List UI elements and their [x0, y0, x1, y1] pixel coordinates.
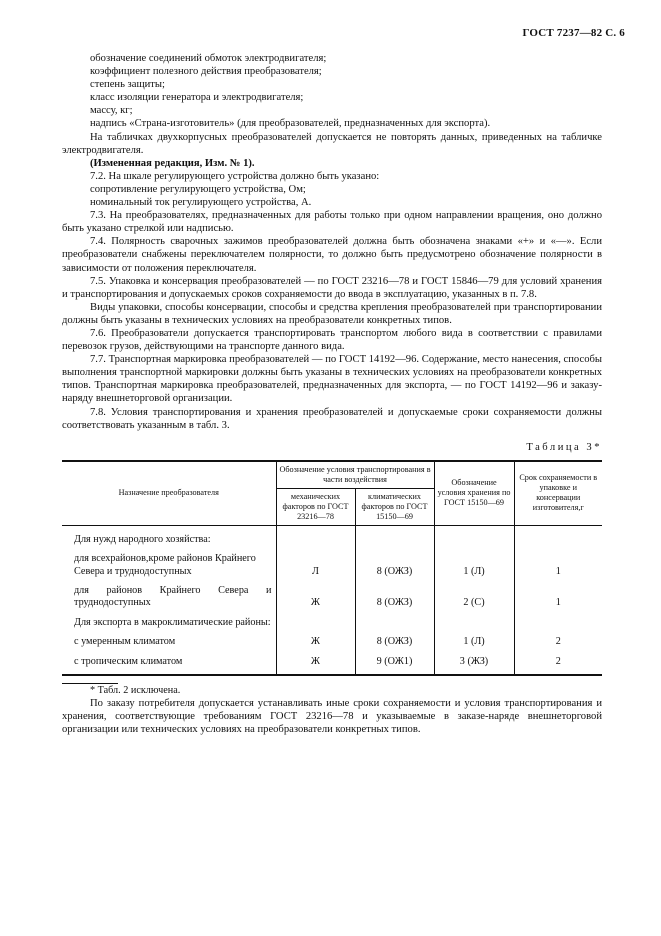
- section-domestic: Для нужд народного хозяйства:: [74, 533, 211, 545]
- footnote: * Табл. 2 исключена.: [90, 685, 181, 697]
- row-climate: 9 (ОЖ1): [355, 653, 434, 675]
- list-item: надпись «Страна-изготовитель» (для преобразователей, предназначенных для экспорта).: [90, 118, 491, 130]
- table-row: [62, 550, 602, 582]
- list-item: коэффициент полезного действия преобразователя;: [90, 66, 322, 78]
- header-transport: Обозначение условия транспортирования в части воздействия: [276, 461, 434, 489]
- paragraph-7-6: 7.6. Преобразователи допускается транспортировать транспортом любого вида в соответствии с правилами перевозок грузов, действующими на транспорте данного вида.: [62, 327, 602, 353]
- row-storage: 1 (Л): [434, 550, 514, 582]
- row-storage: 3 (ЖЗ): [434, 653, 514, 675]
- row-climate: 8 (ОЖЗ): [355, 550, 434, 582]
- table-3: [62, 460, 602, 676]
- row-term: 1: [514, 582, 602, 614]
- table-row: [62, 633, 602, 652]
- paragraph-7-5: 7.5. Упаковка и консервация преобразователей — по ГОСТ 23216—78 и ГОСТ 15846—79 для условий хранения и транспортирования и допускаемых сроков сохраняемости до ввода в эксплуатацию, указанных в п. 7.8.: [62, 275, 602, 300]
- row-name: с умеренным климатом: [74, 636, 176, 648]
- row-mech: Л: [276, 550, 355, 582]
- paragraph-7-5-b: Виды упаковки, способы консервации, способы и средства крепления преобразователей при транспортировании должны быть указаны в технических условиях на преобразователи конкретных типов.: [62, 301, 602, 326]
- document-body: [62, 52, 602, 736]
- list-item: класс изоляции генератора и электродвигателя;: [90, 92, 304, 104]
- header-purpose: Назначение преобразователя: [62, 461, 276, 526]
- row-name: с тропическим климатом: [62, 653, 276, 675]
- table-row: [62, 582, 602, 614]
- row-term: 2: [514, 633, 602, 652]
- table-caption: Таблица 3*: [526, 441, 602, 453]
- row-mech: Ж: [276, 653, 355, 675]
- closing-paragraph: По заказу потребителя допускается устанавливать иные сроки сохраняемости и условия транспортирования и хранения, соответствующие требованиям ГОСТ 23216—78 и указываемые в заказе-наряде внешнеторговой организации или технических условиях на преобразователи конкретных типов.: [62, 698, 602, 736]
- row-name: для районов Крайнего Севера и труднодоступных: [74, 585, 272, 609]
- row-term: 2: [514, 653, 602, 675]
- header-mech: механических факторов по ГОСТ 23216—78: [276, 488, 355, 525]
- paragraph-7-2-b: номинальный ток регулирующего устройства, А.: [90, 197, 312, 209]
- row-storage: 2 (С): [434, 582, 514, 614]
- list-item: массу, кг;: [90, 105, 133, 117]
- list-item: обозначение соединений обмоток электродвигателя;: [90, 53, 327, 64]
- list-item: степень защиты;: [90, 79, 165, 91]
- row-mech: Ж: [276, 582, 355, 614]
- table-row: [62, 614, 602, 633]
- header-term: Срок сохраняемости в упаковке и консервации изготовителя,г: [514, 461, 602, 526]
- row-climate: 8 (ОЖЗ): [355, 582, 434, 614]
- paragraph-7-8: 7.8. Условия транспортирования и хранения преобразователей и допускаемые сроки сохраняемости должны соответствовать указанным в табл. 3.: [62, 406, 602, 431]
- paragraph-7-4: 7.4. Полярность сварочных зажимов преобразователей должна быть обозначена знаками «+» и «—». Если преобразователи снабжены переключателем полярности, то должно быть предусмотрено обозначение полярности в зависимости от положения переключателя.: [62, 236, 602, 274]
- row-storage: 1 (Л): [434, 633, 514, 652]
- section-export: Для экспорта в макроклиматические районы:: [74, 616, 271, 628]
- header-climate: климатических факторов по ГОСТ 15150—69: [355, 488, 434, 525]
- edition-note: (Измененная редакция, Изм. № 1).: [90, 157, 255, 169]
- row-climate: 8 (ОЖЗ): [355, 633, 434, 652]
- row-name: для всехрайонов,кроме районов Крайнего Севера и труднодоступных: [74, 553, 256, 577]
- paragraph-7-2-a: сопротивление регулирующего устройства, Ом;: [90, 183, 306, 195]
- row-term: 1: [514, 550, 602, 582]
- paragraph-7-7: 7.7. Транспортная маркировка преобразователей — по ГОСТ 14192—96. Содержание, место нанесения, способы выполнения транспортной маркировки должны быть указаны в технических условиях на преобразователи конкретных типов. Транспортная маркировка преобразователей, предназначенных для экспорта, — по ГОСТ 14192—96 и заказу-наряду внешнеторговой организации.: [62, 354, 602, 405]
- header-storage: Обозначение условия хранения по ГОСТ 15150—69: [434, 461, 514, 526]
- row-mech: Ж: [276, 633, 355, 652]
- table-row: [62, 653, 602, 675]
- table-row: [62, 525, 602, 550]
- page-header: ГОСТ 7237—82 С. 6: [522, 27, 625, 39]
- paragraph-7-3: 7.3. На преобразователях, предназначенных для работы только при одном направлении вращения, оно должно быть указано стрелкой или надписью.: [62, 210, 602, 235]
- paragraph-twin-body: На табличках двухкорпусных преобразователей допускается не повторять данных, приведенных на табличке электродвигателя.: [62, 131, 602, 156]
- paragraph-7-2: 7.2. На шкале регулирующего устройства должно быть указано:: [90, 170, 380, 182]
